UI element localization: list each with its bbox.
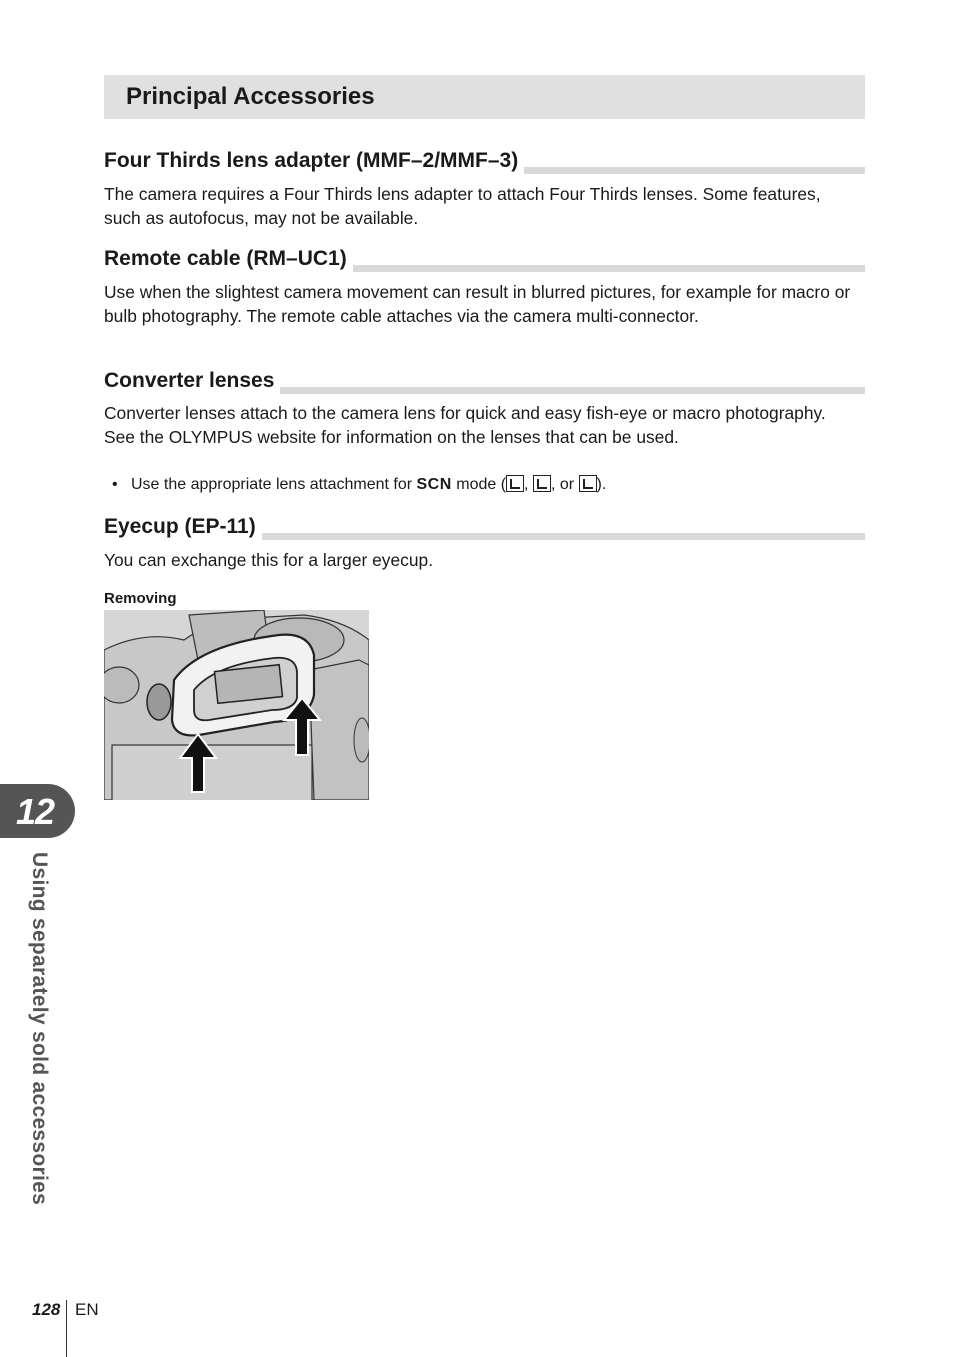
chapter-title-vertical: Using separately sold accessories bbox=[28, 852, 51, 1206]
section-heading: Converter lenses bbox=[104, 368, 280, 394]
footer-divider bbox=[66, 1300, 67, 1357]
chapter-tab bbox=[0, 784, 75, 838]
section-body: Use when the slightest camera movement can result in blurred pictures, for example for macro or bulb photography. The remote cable attaches via the camera multi-connector. bbox=[104, 282, 851, 326]
page-language: EN bbox=[75, 1300, 99, 1319]
scene-mode-icon bbox=[579, 475, 597, 492]
eyecup-illustration-svg bbox=[104, 610, 369, 800]
section-heading: Four Thirds lens adapter (MMF–2/MMF–3) bbox=[104, 148, 524, 174]
section-body: Converter lenses attach to the camera lens for quick and easy fish-eye or macro photography. See the OLYMPUS website for information on the lenses that can be used. bbox=[104, 403, 826, 447]
section-header-remote-cable bbox=[104, 244, 865, 272]
eyecup-removal-illustration bbox=[104, 610, 369, 800]
page-number: 128 bbox=[32, 1300, 61, 1319]
page-title-banner bbox=[104, 75, 865, 119]
bullet-prefix: Use the appropriate lens attachment for bbox=[131, 476, 413, 493]
section-body: You can exchange this for a larger eyecup. bbox=[104, 550, 434, 570]
bullet-suffix: ). bbox=[596, 476, 607, 493]
section-heading: Remote cable (RM–UC1) bbox=[104, 246, 353, 272]
scene-mode-icon bbox=[533, 475, 551, 492]
section-header-eyecup bbox=[104, 512, 865, 540]
figure-caption: Removing bbox=[104, 590, 177, 607]
bullet-item bbox=[112, 474, 606, 496]
page-title: Principal Accessories bbox=[126, 83, 375, 110]
scn-mode-label: SCN bbox=[416, 476, 452, 493]
bullet-sep: , or bbox=[550, 476, 575, 493]
section-header-converter-lenses bbox=[104, 366, 865, 394]
chapter-number: 12 bbox=[16, 791, 55, 832]
section-heading: Eyecup (EP-11) bbox=[104, 514, 262, 540]
bullet-mid: mode ( bbox=[456, 476, 507, 493]
bullet-dot: • bbox=[112, 476, 118, 493]
bullet-sep: , bbox=[524, 476, 529, 493]
section-header-lens-adapter bbox=[104, 146, 865, 174]
section-body: The camera requires a Four Thirds lens adapter to attach Four Thirds lenses. Some features, such as autofocus, may not be available. bbox=[104, 184, 821, 228]
scene-mode-icon bbox=[506, 475, 524, 492]
